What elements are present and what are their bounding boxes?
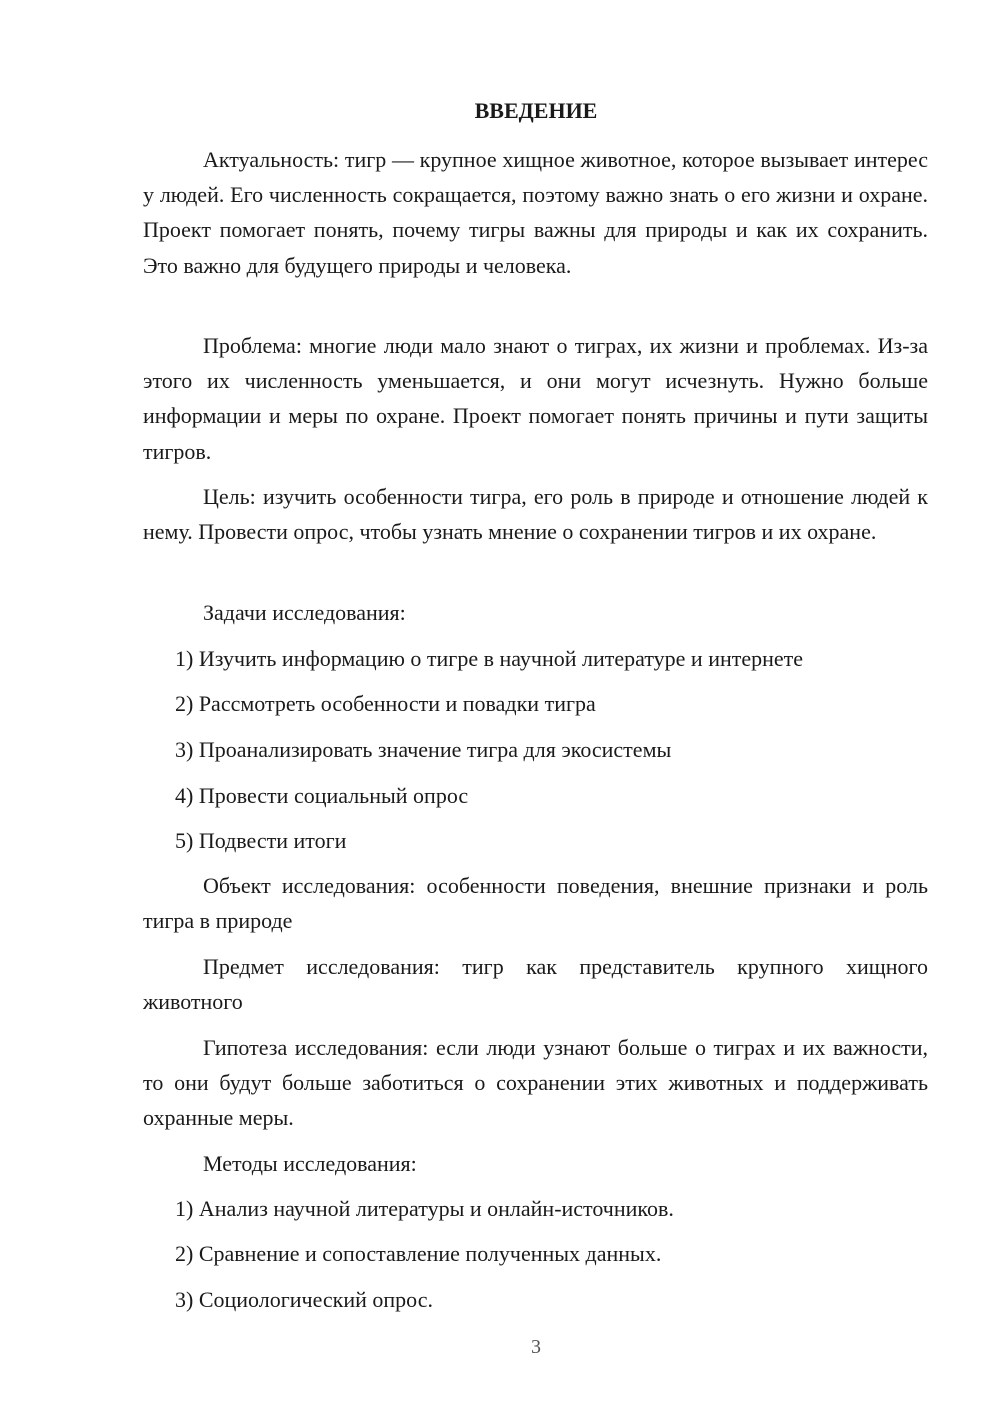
- task-item: 3) Проанализировать значение тигра для экосистемы: [175, 737, 672, 762]
- subject-paragraph: Предмет исследования: тигр как представитель крупного хищного животного: [143, 954, 928, 1015]
- object-paragraph: Объект исследования: особенности поведения, внешние признаки и роль тигра в природе: [143, 873, 928, 934]
- method-item: 1) Анализ научной литературы и онлайн-источников.: [175, 1196, 674, 1221]
- task-item: 5) Подвести итоги: [175, 828, 347, 853]
- problem-paragraph: Проблема: многие люди мало знают о тиграх, их жизни и проблемах. Из-за этого их численность уменьшается, и они могут исчезнуть. Нужно больше информации и меры по охране. Проект помогает понять причины и пути защиты тигров.: [143, 333, 928, 464]
- task-item: 4) Провести социальный опрос: [175, 783, 469, 808]
- methods-title: Методы исследования:: [203, 1151, 417, 1176]
- relevance-paragraph: Актуальность: тигр — крупное хищное животное, которое вызывает интерес у людей. Его численность сокращается, поэтому важно знать о его жизни и охране. Проект помогает понять, почему тигры важны для природы и как их сохранить. Это важно для будущего природы и человека.: [143, 147, 928, 278]
- goal-paragraph: Цель: изучить особенности тигра, его роль в природе и отношение людей к нему. Провести опрос, чтобы узнать мнение о сохранении тигров и их охране.: [143, 484, 928, 545]
- method-item: 3) Социологический опрос.: [175, 1287, 433, 1312]
- tasks-title: Задачи исследования:: [203, 600, 406, 625]
- task-item: 1) Изучить информацию о тигре в научной литературе и интернете: [175, 646, 804, 671]
- method-item: 2) Сравнение и сопоставление полученных данных.: [175, 1241, 662, 1266]
- page-title: ВВЕДЕНИЕ: [474, 98, 598, 123]
- hypothesis-paragraph: Гипотеза исследования: если люди узнают больше о тиграх и их важности, то они будут больше заботиться о сохранении этих животных и поддерживать охранные меры.: [143, 1035, 928, 1131]
- task-item: 2) Рассмотреть особенности и повадки тигра: [175, 691, 596, 716]
- page-number: 3: [531, 1336, 541, 1358]
